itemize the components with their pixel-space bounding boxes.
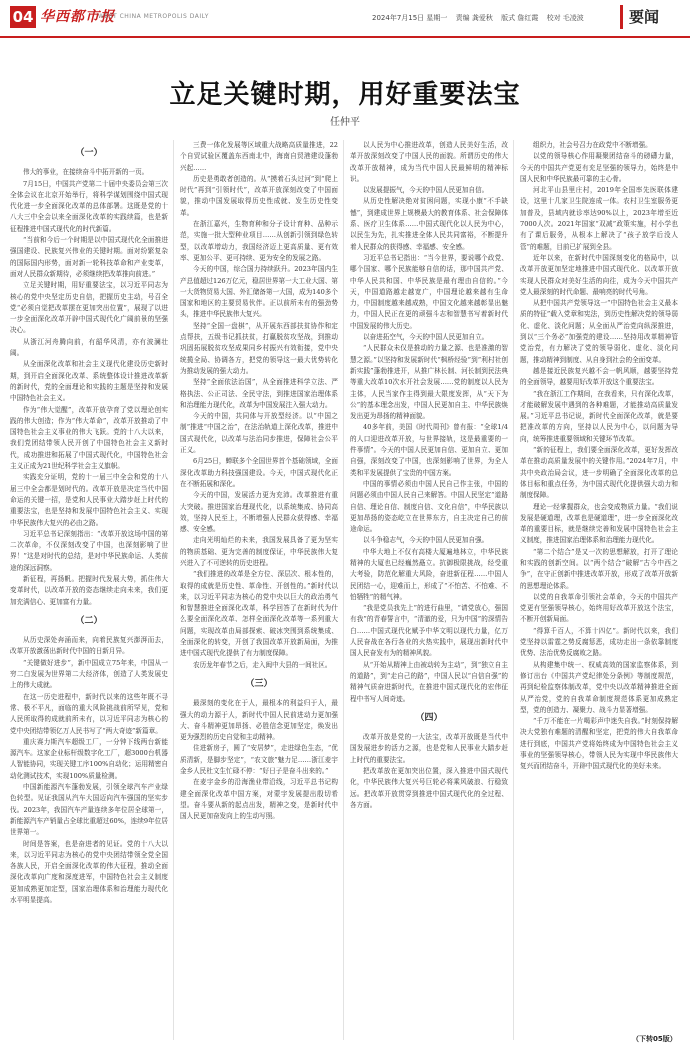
paragraph: 作为“伟大觉醒”，改革开放孕育了党以理论创实践的伟大创造；作为“伟大革命”，改革开放推动了中国特色社会主义事业的伟大飞跃。党的十八大以来，我们党团结带领人民开创了中国特色社会主义新时代，成功推进和拓展了中国式现代化，中国特色社会主义正成为21世纪科学社会主义旗帜。 bbox=[10, 405, 168, 471]
paragraph: 6月25日，蝉联多个全国世界首个基础领域，全面深化改革助力科技强国建设。今天，中国式现代化正在不断拓展和深化。 bbox=[180, 457, 338, 488]
paragraph: 理论一经掌握群众，也会变成物质力量。“我们说发展是硬道理，改革也是硬道理”，进一步全面深化改革的重要目标，就是继续完善和发展中国特色社会主义制度，推进国家治理体系和治理能力现代化。 bbox=[520, 502, 678, 545]
paragraph: “我在浙江工作期间，在我看来，只有深化改革，才能破解发展中遇到的各种难题，才能推动高质量发展。”习近平总书记说，新时代全面深化改革，就是要把准改革的方向，坚持以人民为中心，以问题为导向，统筹推进重要领域和关键环节改革。 bbox=[520, 389, 678, 443]
paragraph: 中华大地上不仅有高楼大厦遍地林立，中华民族精神的大厦也已经巍然矗立。抗御极限挑战，经受重大考验，防范化解重大风险，奋进新征程……中国人民团结一心，迎难而上，形成了“不怕苦、不怕难、不怕牺牲”的精气神。 bbox=[350, 547, 508, 601]
article-column-1 bbox=[10, 140, 168, 906]
section-heading-2: （二） bbox=[75, 615, 103, 626]
paragraph: 以奋进拓空气，今天的中国人民更加自立。 bbox=[363, 333, 489, 342]
paragraph: 最深刻的变化在于人，最根本的利益归于人，最强大的动力源于人，新时代中国人民前进动力更加强大、奋斗精神更加昂扬、必胜信念更加坚定，焕发出更为强烈的历史自觉和主动精神。 bbox=[180, 699, 338, 742]
paragraph: “得算千百人，不算十四亿”。新时代以来，我们党坚持以雷霆之势反腐惩恶，成功走出一条依靠制度优势、法治优势反腐败之路。 bbox=[520, 626, 678, 658]
article-author: 任仲平 bbox=[330, 117, 360, 128]
page-header bbox=[0, 0, 690, 38]
newspaper-english-name: WEST CHINA METROPOLIS DAILY bbox=[98, 13, 209, 20]
paragraph: “新的征程上，我们要全面深化改革，更好发挥改革在推动高质量发展中的关键作用。”2024年7月，中共中央政治局会议，进一步明确了全面深化改革的总体目标和重点任务，为中国式现代化提供强大动力和制度保障。 bbox=[520, 446, 678, 500]
column-4-paragraphs bbox=[520, 140, 678, 773]
paragraph: “当前和今后一个时期是以中国式现代化全面推进强国建设、民族复兴伟业的关键时期。面对纷繁复杂的国际国内形势，面对新一轮科技革命和产业变革，面对人民群众新期待，必须继续把改革推向前进。” bbox=[10, 236, 168, 278]
paragraph: 今天的中国，发展活力更为充沛。改革推进有重大突破。推进国家治理现代化，以系统集成、协同高效，坚持人民至上，不断增强人民群众获得感、幸福感、安全感。 bbox=[180, 491, 338, 534]
paragraph: 越是接近民族复兴越不会一帆风顺，越要坚持党的全面领导，越要用好改革开放这个重要法宝。 bbox=[520, 366, 678, 387]
column-2-paragraphs bbox=[180, 140, 338, 671]
section-heading-3: （三） bbox=[245, 678, 273, 689]
paragraph: 从全面深化改革和社会主义现代化建设历史新时期，到开启全面深化改革、系统整体设计推进改革新的新时代，党的全面理论和实践的主题是坚持和发展中国特色社会主义。 bbox=[10, 360, 168, 403]
paragraph: 今天的中国，综合国力持续跃升。2023年国内生产总值超过126万亿元，稳居世界第一大工业大国、第一大货物贸易大国、外汇储备第一大国，成为140多个国家和地区的主要贸易伙伴。正以前所未有的强劲势头，推进中华民族伟大复兴。 bbox=[180, 265, 338, 319]
paragraph: 坚持“全面依法治国”，从全面推进科学立法、严格执法、公正司法、全民守法，到推进国家治理体系和治理能力现代化，改革为中国发展注入强大动力。 bbox=[180, 378, 338, 409]
article-column-3 bbox=[350, 140, 508, 811]
paragraph: “我是党员我先上”的进行曲里，“请党放心，强国有我”的青春誓言中，“清澈的爱，只为中国”的深情告白……中国式现代化赋予中华文明以现代力量，亿万人民奋战在各行各业的火热实践中，展现出新时代中国人民奋发有为的精神风貌。 bbox=[350, 604, 508, 658]
column-3b-paragraphs bbox=[350, 732, 508, 811]
editor-credit: 责编 龚爱秋 bbox=[455, 14, 493, 22]
paragraph: 伟大的事业，在接续奋斗中拓开新的一页。 bbox=[23, 168, 149, 177]
issue-date: 2024年7月15日 星期一 bbox=[372, 14, 448, 22]
designer-credit: 版式 詹红霞 bbox=[501, 14, 539, 22]
paragraph: 中国的事情必须由中国人民自己作主张，中国的问题必须由中国人民自己来解答。中国人民坚定“道路自信、理论自信、制度自信、文化自信”，中华民族以更加昂扬的姿态屹立在世界东方，自主决定自己的前途命运。 bbox=[350, 479, 508, 534]
article-title: 立足关键时期，用好重要法宝 bbox=[169, 80, 521, 110]
paragraph: 40多年前，美国《时代周刊》曾有报：“全球1/4的人口迎进改革开放，与世界接轨，这是最重要的一件事情”。今天的中国人民更加自信、更加自立、更加自强，深刻改变了中国，也深刻影响了世界，为全人类和平发展提供了宝贵的中国方案。 bbox=[350, 423, 508, 477]
paragraph: 从浙江河舟腾向前，有韶华风清，亦有波澜壮阔。 bbox=[10, 337, 168, 358]
paragraph: 三费一体化发展等区域重大战略高质量推进，22个自贸试验区覆盖东西南北中，海南自贸港建设蓬勃兴起…… bbox=[180, 141, 338, 172]
section-heading-1: （一） bbox=[75, 148, 103, 158]
paragraph: 以斗争稳志气，今天的中国人民更加自强。 bbox=[363, 536, 489, 545]
article-column-2 bbox=[180, 140, 338, 823]
paragraph: 从把中国共产党领导这一“中国特色社会主义最本质的特征”载入党章和宪法，到历史性解决党的领导弱化、虚化、淡化问题；从全面从严治党向纵深推进，到以“三个务必”加强党的建设……坚持用改革精神管党治党，有力解决了党的领导弱化、虚化、淡化问题，推动精神到制度、从自身到社会的全面变革。 bbox=[520, 299, 678, 364]
column-divider bbox=[513, 140, 514, 1040]
column-divider bbox=[173, 140, 174, 1040]
page-number: 04 bbox=[10, 6, 36, 28]
continue-note: （下转05版） bbox=[632, 1035, 677, 1043]
paragraph: 从历史深处奔涌而来，向着民族复兴澎湃而去，改革开放激荡出新时代中国的日新月异。 bbox=[10, 636, 168, 656]
paragraph: 走向光明灿烂的未来，我国发展具备了更为坚实的物质基础、更为完善的制度保证，中华民族伟大复兴进入了不可逆转的历史进程。 bbox=[180, 536, 338, 567]
column-3-paragraphs bbox=[350, 140, 508, 705]
paragraph: 新征程，再扬帆。把握时代发展大势，抓住伟大变革时代，以改革开放的姿态继续走向未来，我们更加充满信心、更加富有力量。 bbox=[10, 574, 168, 606]
paragraph: 以发展提振气，今天的中国人民更加自信。 bbox=[363, 186, 489, 195]
column-divider bbox=[343, 140, 344, 1040]
section-name: 要闻 bbox=[629, 8, 660, 26]
paragraph: 把改革放在更加突出位置，深入推进中国式现代化，中华民族伟大复兴号巨轮必将乘风破浪、行稳致远。把改革开放贯穿到推进中国式现代化的全过程、各方面。 bbox=[350, 767, 508, 809]
column-1-paragraphs bbox=[10, 167, 168, 608]
paragraph: “第二个结合”是又一次的思想解放，打开了理论和实践的创新空间。以“两个结合”破解“古今中西之争”，在守正创新中推进改革开放，形成了改革开放新的思想理论体系。 bbox=[520, 547, 678, 590]
paragraph: 在这一历史进程中，新时代以来的这些年既不寻常、极不平凡，面临的重大风险挑战前所罕见，党和人民所取得的成就前所未有，以习近平同志为核心的党中央团结带领亿万人民书写了“两大奇迹”新篇章。 bbox=[10, 692, 168, 735]
paragraph: 农历龙年春节之后，走入闽中大县的一间社区。 bbox=[193, 660, 332, 669]
proofreader-credit: 校对 毛凌波 bbox=[546, 14, 584, 22]
article-column-4 bbox=[520, 140, 678, 773]
paragraph: 7月15日，中国共产党第二十届中央委员会第三次全体会议在北京开始举行，将科学谋划围绕中国式现代化进一步全面深化改革的总体部署。这既是党的十八大三中全会以来全面深化改革的实践续篇，也是新征程推进中国式现代化的时代新篇。 bbox=[10, 179, 168, 233]
paragraph: 重庆赛力斯汽车超级工厂，一分钟下线两台新能源汽车。这家企业标杆级数字化工厂，超3000台机器人智能协同，实现关键工序100%自动化；运用精密自动化测试技术，实现100%质量检测。 bbox=[10, 737, 168, 780]
section-heading-4: （四） bbox=[415, 712, 443, 723]
paragraph: 在麦宇金乡的沿海渔业带沿线，习近平总书记构建全面深化改革中国方案，对蒙宇发展提出殷切希望。奋斗要从新的起点出发，精神之变，是新时代中国人民更加奋发向上的生动写照。 bbox=[180, 778, 338, 821]
paragraph: 从“开始从精神上由被动转为主动”，到“独立自主的道路”，到“走自己的路”，中国人民以“自信自强”的精神气质奋进新时代，在推进中国式现代化的宏伟征程中书写人间奇迹。 bbox=[350, 660, 508, 703]
paragraph: 近年以来，在新时代中国深刻变化的格局中，以改革开放更加坚定地推进中国式现代化、以改革开放实现人民群众对美好生活的向往，成为今天中国共产党人最深刻的时代命题、最响亮的时代号角。 bbox=[520, 253, 678, 296]
paragraph: 组织力，社会号召力在政党中不断增强。 bbox=[533, 141, 652, 149]
paragraph: 习近平总书记深刻指出：“改革开放这场中国的第二次革命，不仅深刻改变了中国，也深刻影响了世界！”这是对时代的总结，是对中华民族命运、人类前途的深远洞察。 bbox=[10, 529, 168, 572]
paragraph: 从历史性解决绝对贫困问题，实现小康“不手缺憾”，到建成世界上规模最大的教育体系、社会保障体系、医疗卫生体系……中国式现代化以人民为中心，以民生为先，扎实推进全体人民共同富裕，不断提升着人民群众的获得感、幸福感、安全感。 bbox=[350, 197, 508, 251]
issue-meta bbox=[372, 13, 590, 23]
paragraph: 河北平山县里庄村，2019年全国率先医联体建设，这里十几家卫生院连成一体。农村卫生室服务更加普及，县域内就诊率达90%以上，2023年增至近7000人次。2021年国家“双减”政策实施，村小学也有了课后服务，从根本上解决了“孩子放学后没人管”的难题，目前已扩展到全县。 bbox=[520, 186, 678, 251]
paragraph: 今天的中国，共同体与开放型经济。以“中国之制”推进“中国之治”，在法治轨道上深化改革，推进中国式现代化，以改革与法治同步推进，保障社会公平正义。 bbox=[180, 412, 338, 455]
paragraph: “人民群众未仅是推动的力量之源、也是准激的智慧之源。”以坚持和发展新时代“枫桥经验”到“利村社创新实践”蓬勃推进开，从推广林长制、河长制到民法典等重大改革10次水开社会发展……党的制度以人民为主体，人民当家作主得到最大限度发挥，从“天下为公”的基本理念出发，中国人民更加自主、中华民族焕发出更为昂扬的精神面貌。 bbox=[350, 344, 508, 421]
paragraph: 从构建集中统一、权威高效的国家监察体系，到修订出台《中国共产党纪律处分条例》等制度规范，再到纪检监察体制改革，党中央以改革精神推进全面从严治党，党的自我革命制度规范体系更加成熟定型，党的创造力、凝聚力、战斗力显著增强。 bbox=[520, 660, 678, 714]
paragraph: 实践充分证明，党的十一届三中全会和党的十八届三中全会都是划时代的。改革开放是决定当代中国命运的关键一招，是党和人民事业大踏步赶上时代的重要法宝，也是坚持和发展中国特色社会主义、实现中华民族伟大复兴的必由之路。 bbox=[10, 473, 168, 527]
section-label bbox=[620, 5, 659, 29]
paragraph: 以党的领导核心作用凝聚团结奋斗的磅礴力量，今天的中国共产党更有充足坚强的领导力，始终是中国人民和中华民族最可靠的主心骨。 bbox=[520, 152, 678, 183]
column-2b-paragraphs bbox=[180, 698, 338, 822]
paragraph: 改革开放是党的一大法宝，改革开放既是当代中国发展进步的活力之源，也是党和人民事业大踏步赶上时代的重要法宝。 bbox=[350, 733, 508, 764]
paragraph: “关键做好进步”，新中国成立75年来，中国从一穷二白发展为世界第二大经济体，创造了人类发展史上的伟大成就。 bbox=[10, 658, 168, 690]
newspaper-logo: 华西都市报 bbox=[40, 9, 115, 25]
paragraph: 时间是答案，也是奋进者的见证。党的十八大以来，以习近平同志为核心的党中央团结带领全党全国各族人民，开启全面深化改革的伟大征程，推动全面深化改革向广度和深度进军，中国特色社会主义制度更加成熟更加定型，国家治理体系和治理能力现代化水平明显提高。 bbox=[10, 839, 168, 904]
paragraph: “千万不能在一片喝彩声中迷失自我。”时刻保持解决大党独有难题的清醒和坚定，把党的伟大自我革命进行到底，中国共产党将始终成为中国特色社会主义事业的坚强领导核心，带领人民为实现中华民族伟大复兴而团结奋斗，开辟中国式现代化的美好未来。 bbox=[520, 717, 678, 771]
paragraph: 习近平总书记指出：“当今世界，要说哪个政党、哪个国家、哪个民族能够自信的话，那中国共产党、中华人民共和国、中华民族是最有理由自信的。”今天，中国道路越走越宽广，中国理论越来越有生命力，中国制度越来越成熟，中国文化越来越彰显出魅力，中国人民正在更的顽强斗志和智慧书写着新时代中国发展的伟大历史。 bbox=[350, 253, 508, 330]
paragraph: 历史是勇敢者创造的。从“摸着石头过河”到“爬上时代”再到“引领时代”，改革开放深刻改变了中国面貌，推动中国发展取得历史性成就、发生历史性变革。 bbox=[180, 174, 338, 217]
paragraph: 住进新房子，圆了“安居梦”，走进绿色生态，“优质清新，是脚步坚定”，“农文旅”魅力足……浙江麦宇金乡人民杜文生忙碌不停：“好日子是奋斗出来的。” bbox=[180, 744, 338, 776]
paragraph: 坚持“全国一盘棋”，从开展东西部扶贫协作和定点帮扶，五级书记抓扶贫，打赢脱贫攻坚战，到推动巩固拓展脱贫攻坚成果同乡村振兴有效衔接，党中央统揽全局、协调各方，把党的领导这一最大优势转化为推动发展的强大动力。 bbox=[180, 321, 338, 375]
paragraph: 中国新能源汽车蓬勃发展，引领全球汽车产业绿色转型。见证我国从汽车大国迈向汽车强国的坚实步伐。2023年，我国汽车产量连续多年位居全球第一，新能源汽车产销量占全球比重超过60%，连续9年位居世界第一。 bbox=[10, 783, 168, 837]
paragraph: “我们推进的改革是全方位、深层次、根本性的，取得的成就是历史性、革命性、开创性的。”新时代以来，以习近平同志为核心的党中央以巨大的政治勇气和智慧推进全面深化改革，科学回答了在新时代为什么要全面深化改革、怎样全面深化改革等一系列重大问题，实现改革由局部探索、破冰突围到系统集成、全面深化的转变，开创了我国改革开放新局面，为推进中国式现代化提供了有力制度保障。 bbox=[180, 570, 338, 658]
column-1b-paragraphs bbox=[10, 635, 168, 906]
paragraph: 立足关键时期，用好重要法宝，以习近平同志为核心的党中央坚定历史自信，把握历史主动，号召全党“必须自觉把改革摆在更加突出位置”，展现了以进一步全面深化改革开辟中国式现代化广阔前景的坚强决心。 bbox=[10, 281, 168, 335]
paragraph: 以人民为中心推进改革，创造人民美好生活，改革开放深刻改变了中国人民的面貌。所谓历史的伟大改革开放精神，成为当代中国人民最鲜明的精神标识。 bbox=[350, 141, 508, 183]
paragraph: 在浙江嘉兴，生物育种和分子设计育种、品种示范，实施一批大型种业项目……从创新引领到绿色转型，以改革增动力，我国经济迈上更高质量、更有效率、更加公平、更可持续、更为安全的发展之路。 bbox=[180, 220, 338, 262]
paragraph: 以党的自我革命引领社会革命，今天的中国共产党更有坚强领导核心，始终用好改革开放这个法宝，不断开创新局面。 bbox=[520, 592, 678, 624]
